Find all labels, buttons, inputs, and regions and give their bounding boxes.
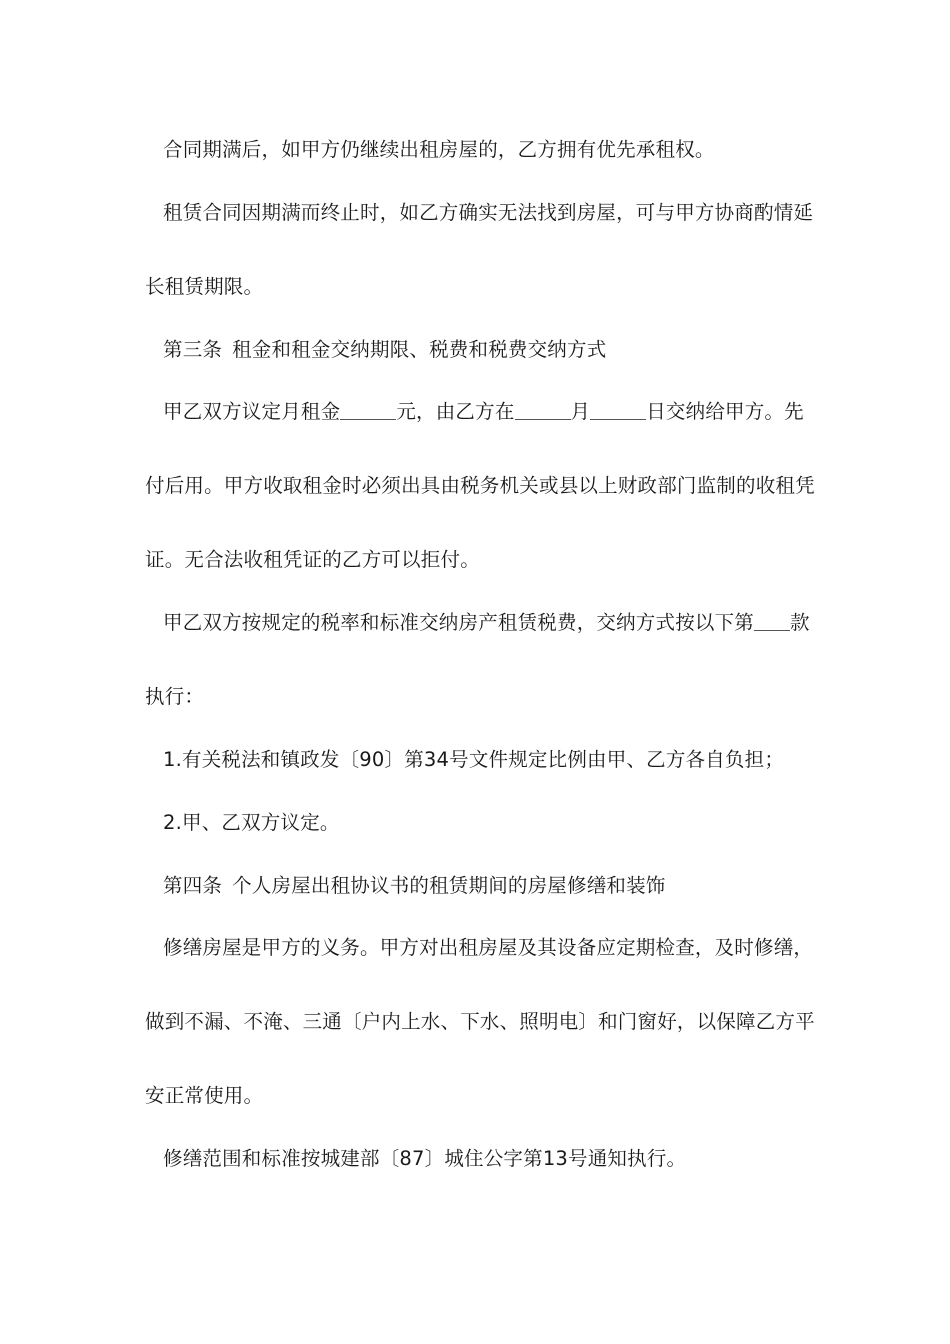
article-4-label: 第四条 (163, 874, 223, 897)
paragraph-tax-payment: 甲乙双方按规定的税率和标准交纳房产租赁税费，交纳方式按以下第 款 (163, 611, 810, 634)
paragraph-renewal-priority: 合同期满后，如甲方仍继续出租房屋的，乙方拥有优先承租权。 (163, 138, 715, 161)
tax-clause-blank (754, 610, 790, 631)
paragraph-rent-receipt: 付后用。甲方收取租金时必须出具由税务机关或县以上财政部门监制的收租凭 (145, 474, 815, 497)
article-4-title: 个人房屋出租协议书的租赁期间的房屋修缮和装饰 (232, 874, 666, 897)
payment-month-blank (515, 399, 571, 420)
paragraph-repair-duty-cont2: 安正常使用。 (145, 1084, 264, 1107)
rent-amount-blank (340, 399, 396, 420)
paragraph-rent-receipt-cont: 证。无合法收租凭证的乙方可以拒付。 (145, 548, 480, 571)
paragraph-rent-amount: 甲乙双方议定月租金 元，由乙方在 月 日交纳给甲方。先 (163, 400, 804, 423)
payment-day-blank (590, 399, 646, 420)
paragraph-lease-extension: 租赁合同因期满而终止时，如乙方确实无法找到房屋，可与甲方协商酌情延 (163, 201, 814, 224)
paragraph-tax-payment-cont: 执行： (145, 685, 205, 708)
paragraph-lease-extension-cont: 长租赁期限。 (145, 275, 264, 298)
article-3-title: 租金和租金交纳期限、税费和税费交纳方式 (232, 338, 607, 361)
article-3-heading (163, 336, 803, 364)
paragraph-repair-duty: 修缮房屋是甲方的义务。甲方对出租房屋及其设备应定期检查，及时修缮， (163, 936, 814, 959)
article-3-label: 第三条 (163, 338, 223, 361)
list-item-2: 2.甲、乙双方议定。 (163, 811, 340, 834)
paragraph-repair-standard: 修缮范围和标准按城建部〔87〕城住公字第13号通知执行。 (163, 1147, 687, 1170)
paragraph-repair-duty-cont1: 做到不漏、不淹、三通〔户内上水、下水、照明电〕和门窗好，以保障乙方平 (145, 1010, 815, 1033)
list-item-1: 1.有关税法和镇政发〔90〕第34号文件规定比例由甲、乙方各自负担； (163, 748, 785, 771)
article-4-heading (163, 872, 803, 900)
